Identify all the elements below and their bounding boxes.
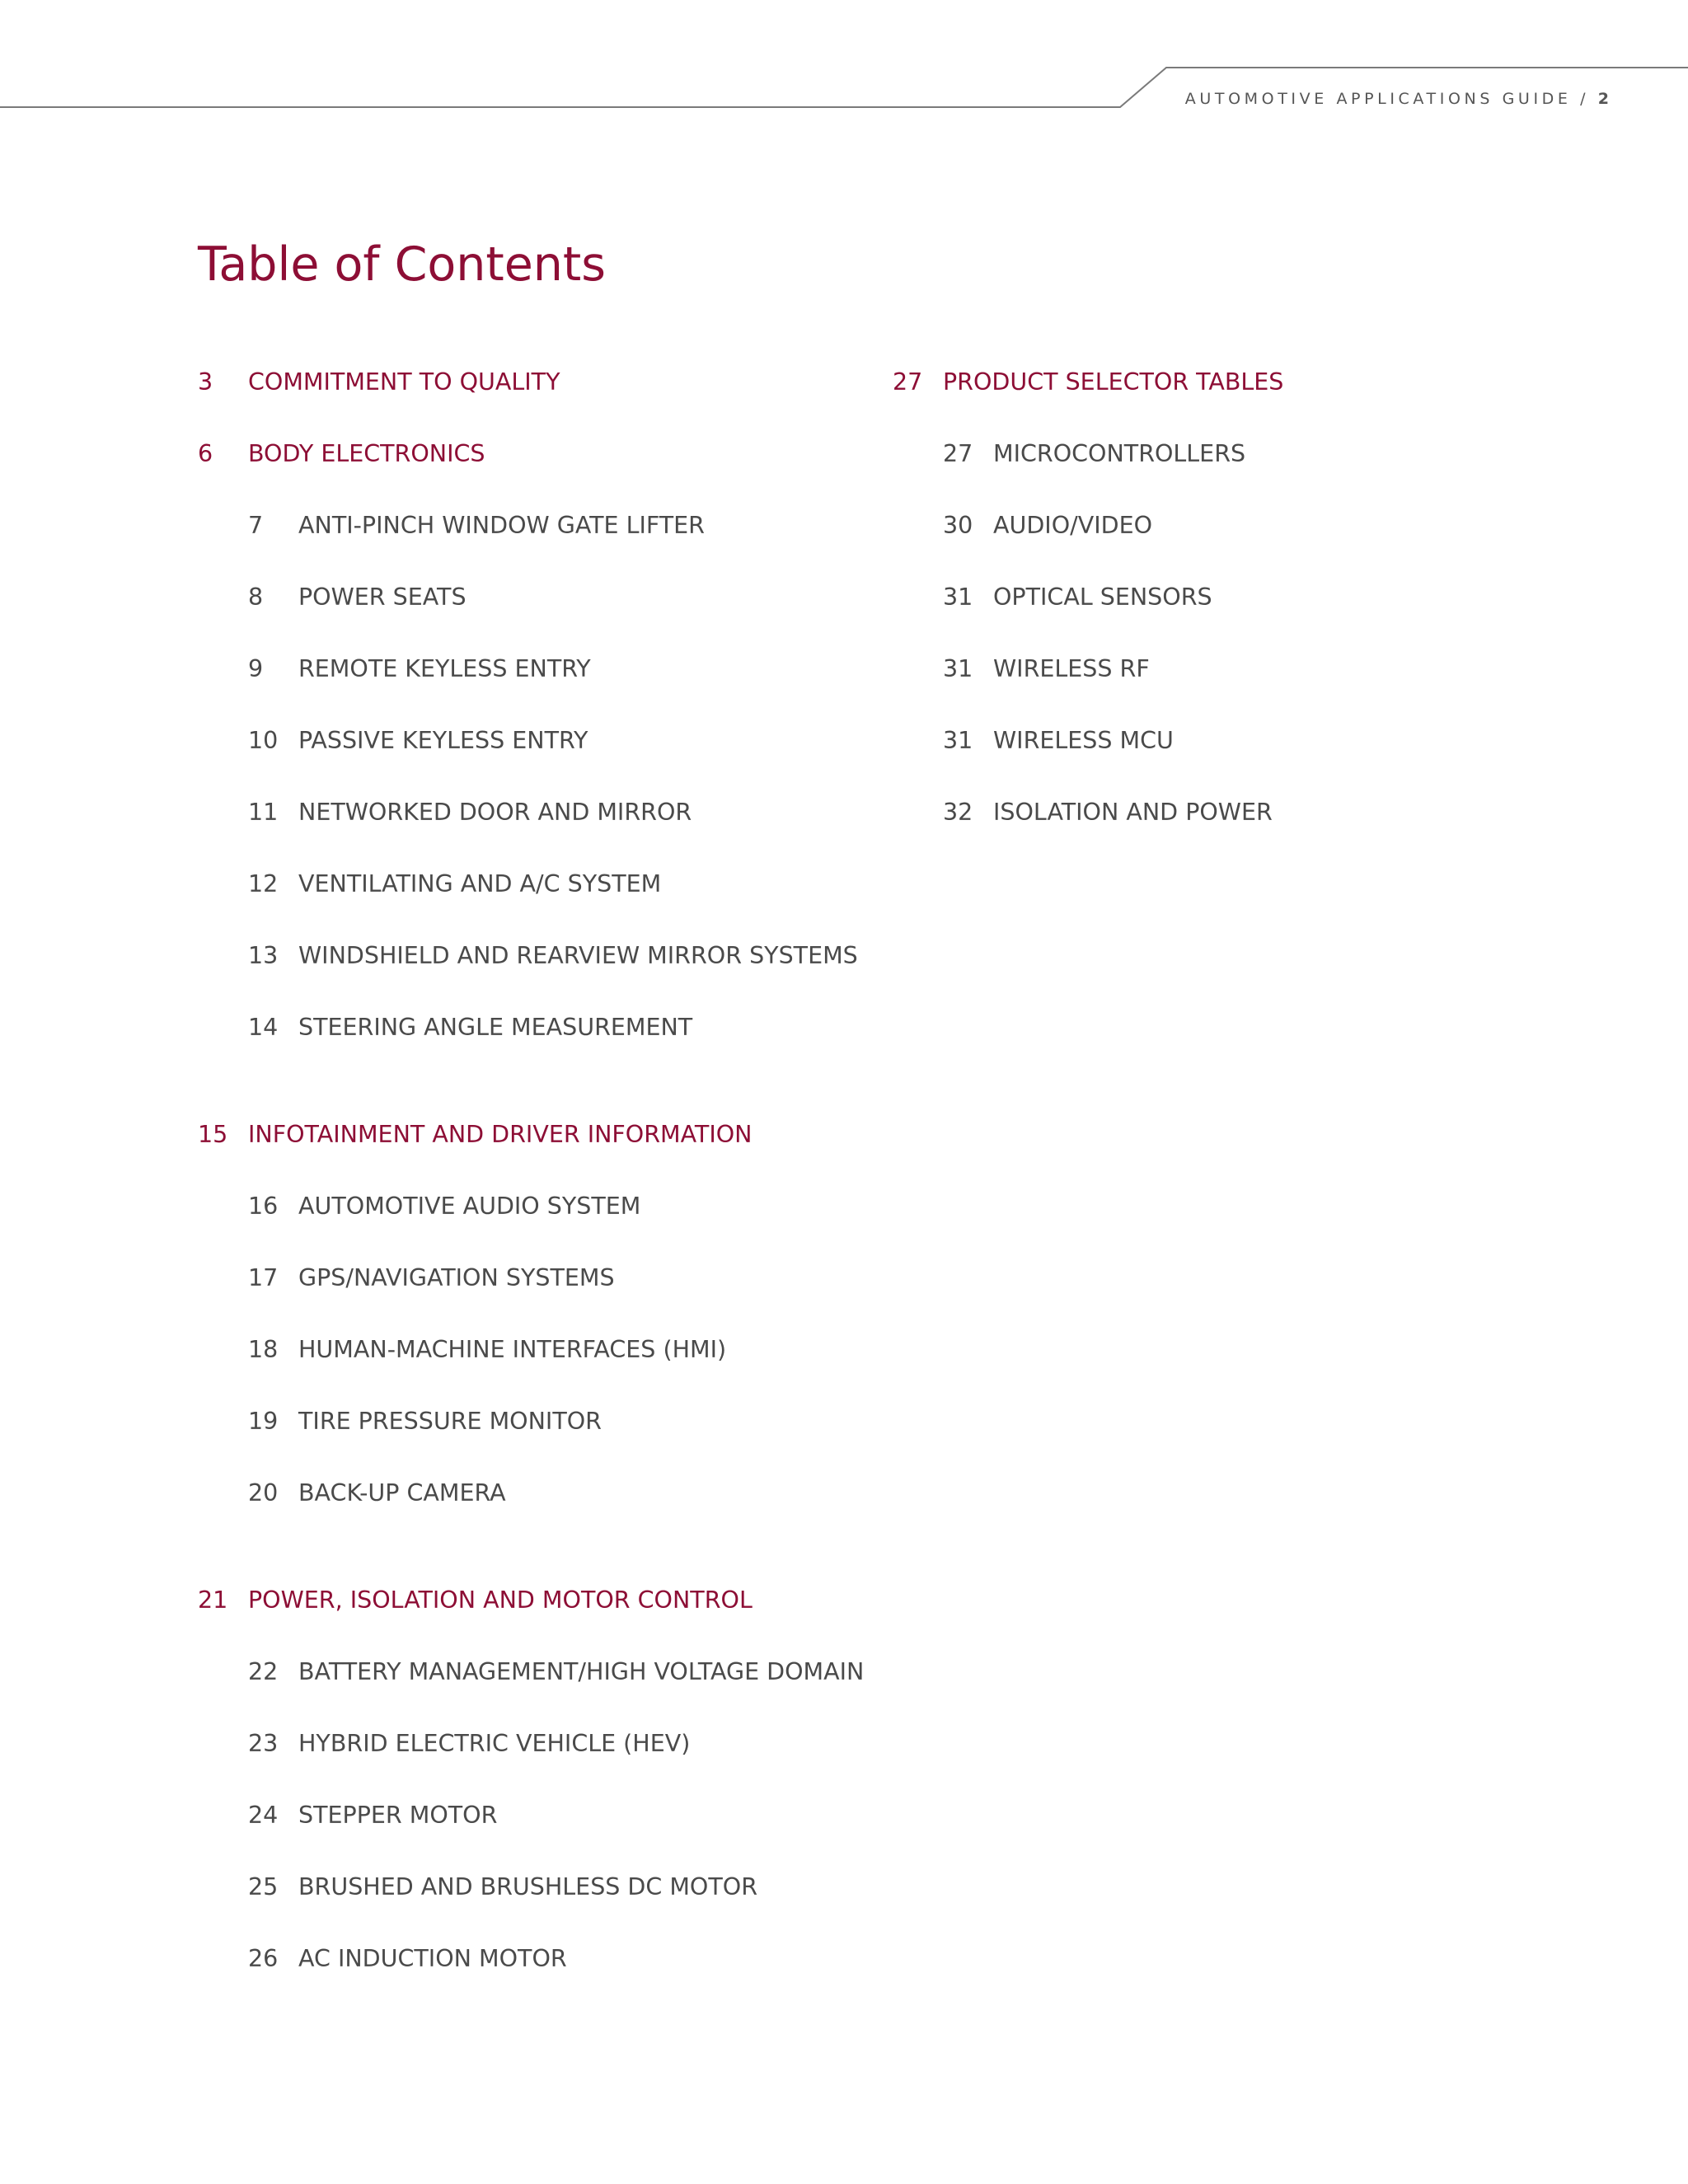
toc-page-number: 16 <box>248 1193 279 1220</box>
toc-section[interactable] <box>198 1576 864 1647</box>
toc-subentry[interactable] <box>893 501 1283 573</box>
toc-subentry-label: MICROCONTROLLERS <box>993 440 1246 467</box>
toc-subentry-label: WIRELESS MCU <box>993 727 1174 754</box>
toc-page-number: 22 <box>248 1658 279 1685</box>
toc-subentry[interactable] <box>893 429 1283 501</box>
toc-subentry[interactable] <box>893 788 1283 860</box>
toc-page-number: 10 <box>248 727 279 754</box>
toc-subentry[interactable] <box>893 644 1283 716</box>
toc-page-number: 31 <box>943 583 973 611</box>
toc-subentry[interactable] <box>198 644 864 716</box>
toc-page-number: 3 <box>198 368 213 396</box>
toc-page-number: 23 <box>248 1730 279 1757</box>
toc-subentry-label: AUTOMOTIVE AUDIO SYSTEM <box>298 1193 641 1220</box>
toc-page-number: 12 <box>248 870 279 898</box>
page-title: Table of Contents <box>198 237 606 292</box>
toc-page-number: 31 <box>943 655 973 682</box>
toc-subentry-label: BATTERY MANAGEMENT/HIGH VOLTAGE DOMAIN <box>298 1658 865 1685</box>
toc-page-number: 25 <box>248 1873 279 1900</box>
toc-page-number: 26 <box>248 1945 279 1972</box>
toc-subentry[interactable] <box>198 1469 864 1540</box>
toc-subentry-label: STEERING ANGLE MEASUREMENT <box>298 1014 693 1041</box>
toc-subentry-label: HYBRID ELECTRIC VEHICLE (HEV) <box>298 1730 691 1757</box>
toc-left-column <box>198 358 864 2006</box>
toc-subentry-label: ISOLATION AND POWER <box>993 799 1273 826</box>
toc-subentry[interactable] <box>198 1934 864 2006</box>
toc-subentry[interactable] <box>198 1863 864 1934</box>
page-number: 2 <box>1597 90 1609 108</box>
toc-section[interactable] <box>198 358 864 429</box>
toc-subentry[interactable] <box>893 716 1283 788</box>
toc-subentry-label: WIRELESS RF <box>993 655 1150 682</box>
toc-subentry-label: POWER SEATS <box>298 583 467 611</box>
toc-page-number: 20 <box>248 1479 279 1507</box>
toc-subentry[interactable] <box>198 1182 864 1254</box>
toc-subentry-label: NETWORKED DOOR AND MIRROR <box>298 799 692 826</box>
toc-right-column <box>893 358 1283 860</box>
toc-subentry-label: STEPPER MOTOR <box>298 1802 498 1829</box>
toc-section-label: POWER, ISOLATION AND MOTOR CONTROL <box>248 1586 753 1614</box>
toc-page-number: 27 <box>893 368 923 396</box>
toc-subentry-label: PASSIVE KEYLESS ENTRY <box>298 727 588 754</box>
toc-subentry-label: GPS/NAVIGATION SYSTEMS <box>298 1264 615 1291</box>
toc-subentry-label: ANTI-PINCH WINDOW GATE LIFTER <box>298 512 705 539</box>
running-header <box>1185 90 1609 108</box>
toc-subentry-label: TIRE PRESSURE MONITOR <box>298 1408 602 1435</box>
toc-section[interactable] <box>198 429 864 501</box>
toc-subentry[interactable] <box>198 1397 864 1469</box>
toc-subentry[interactable] <box>198 573 864 644</box>
toc-page-number: 30 <box>943 512 973 539</box>
toc-section-label: COMMITMENT TO QUALITY <box>248 368 560 396</box>
toc-subentry-label: BACK-UP CAMERA <box>298 1479 506 1507</box>
toc-page-number: 27 <box>943 440 973 467</box>
guide-title: AUTOMOTIVE APPLICATIONS GUIDE / <box>1184 90 1590 108</box>
toc-page-number: 31 <box>943 727 973 754</box>
toc-subentry-label: AC INDUCTION MOTOR <box>298 1945 567 1972</box>
toc-page-number: 32 <box>943 799 973 826</box>
toc-subentry[interactable] <box>198 1719 864 1791</box>
toc-page-number: 15 <box>198 1121 228 1148</box>
toc-page-number: 24 <box>248 1802 279 1829</box>
toc-subentry-label: HUMAN-MACHINE INTERFACES (HMI) <box>298 1336 727 1363</box>
toc-page-number: 17 <box>248 1264 279 1291</box>
toc-page-number: 18 <box>248 1336 279 1363</box>
toc-subentry[interactable] <box>198 1003 864 1075</box>
toc-subentry[interactable] <box>198 931 864 1003</box>
toc-page-number: 13 <box>248 942 279 969</box>
toc-section[interactable] <box>893 358 1283 429</box>
toc-section-label: INFOTAINMENT AND DRIVER INFORMATION <box>248 1121 753 1148</box>
section-spacer <box>198 1075 864 1110</box>
toc-subentry-label: REMOTE KEYLESS ENTRY <box>298 655 591 682</box>
toc-page-number: 7 <box>248 512 264 539</box>
toc-page-number: 14 <box>248 1014 279 1041</box>
toc-subentry[interactable] <box>198 1647 864 1719</box>
toc-subentry[interactable] <box>198 501 864 573</box>
toc-section-label: BODY ELECTRONICS <box>248 440 485 467</box>
toc-page-number: 19 <box>248 1408 279 1435</box>
toc-subentry[interactable] <box>198 1254 864 1325</box>
toc-subentry-label: AUDIO/VIDEO <box>993 512 1153 539</box>
toc-subentry[interactable] <box>198 860 864 931</box>
toc-subentry[interactable] <box>198 1325 864 1397</box>
toc-page-number: 11 <box>248 799 279 826</box>
toc-subentry[interactable] <box>198 1791 864 1863</box>
toc-page-number: 9 <box>248 655 264 682</box>
toc-subentry[interactable] <box>198 716 864 788</box>
toc-page-number: 6 <box>198 440 213 467</box>
toc-subentry[interactable] <box>198 788 864 860</box>
toc-section-label: PRODUCT SELECTOR TABLES <box>943 368 1284 396</box>
toc-subentry-label: BRUSHED AND BRUSHLESS DC MOTOR <box>298 1873 758 1900</box>
toc-page-number: 21 <box>198 1586 228 1614</box>
toc-page-number: 8 <box>248 583 264 611</box>
toc-subentry-label: WINDSHIELD AND REARVIEW MIRROR SYSTEMS <box>298 942 858 969</box>
toc-section[interactable] <box>198 1110 864 1182</box>
toc-subentry[interactable] <box>893 573 1283 644</box>
section-spacer <box>198 1540 864 1576</box>
toc-subentry-label: OPTICAL SENSORS <box>993 583 1212 611</box>
toc-subentry-label: VENTILATING AND A/C SYSTEM <box>298 870 662 898</box>
